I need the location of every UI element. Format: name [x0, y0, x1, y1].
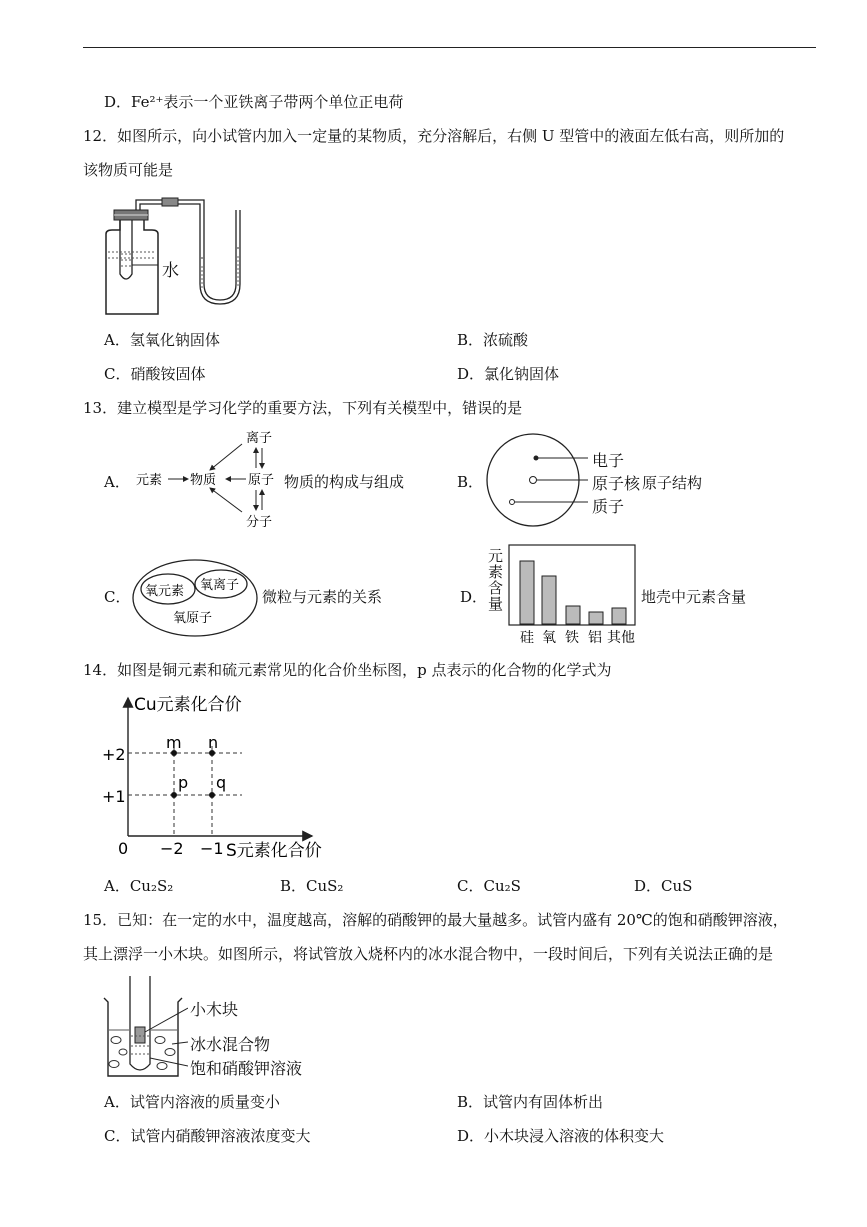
q14-label-m: m: [166, 733, 182, 752]
q13-a-diagram: [130, 428, 290, 530]
q13-d-cat-4: 其他: [607, 630, 635, 646]
q13-option-d[interactable]: D．: [460, 588, 488, 606]
q15-label-wood-block: 小木块: [190, 1000, 239, 1019]
q13-a-node-molecule: 分子: [246, 515, 273, 530]
q13-d-caption: 地壳中元素含量: [641, 588, 747, 606]
q14-ytick-0: +2: [102, 745, 126, 764]
q15-stem-line2: 其上漂浮一小木块。如图所示，将试管放入烧杯内的冰水混合物中，一段时间后，下列有关说法正确的是: [83, 945, 774, 963]
q14-label-p: p: [178, 773, 189, 792]
q14-option-d[interactable]: D．CuS: [634, 877, 693, 895]
q13-d-cat-3: 铝: [588, 630, 602, 646]
q13-c-venn-diagram: [130, 556, 260, 640]
q12-stem-line1: 12．如图所示，向小试管内加入一定量的某物质，充分溶解后，右侧 U 型管中的液面左低右高，则所加的: [83, 127, 785, 145]
q13-d-bar-iron: [566, 606, 580, 624]
q13-a-node-element: 元素: [136, 473, 163, 488]
q14-point-p: [171, 792, 177, 798]
q13-b-electron-label: 电子: [592, 451, 625, 470]
q13-b-atom-diagram: [480, 430, 590, 530]
q13-c-caption: 微粒与元素的关系: [262, 588, 383, 606]
q14-xlabel: S元素化合价: [226, 841, 322, 861]
q14-label-q: q: [216, 773, 227, 792]
q15-stem-line1: 15．已知：在一定的水中，温度越高，溶解的硝酸钾的最大量越多。试管内盛有 20℃的饱和硝酸钾溶液，: [83, 911, 788, 929]
q12-option-a[interactable]: A．氢氧化钠固体: [104, 331, 220, 349]
q12-option-b[interactable]: B．浓硫酸: [457, 331, 529, 349]
q14-option-a[interactable]: A．Cu₂S₂: [104, 877, 174, 895]
q15-beaker-figure: [98, 972, 188, 1082]
q13-a-node-substance: 物质: [190, 473, 217, 488]
q12-option-d[interactable]: D．氯化钠固体: [457, 365, 560, 383]
q15-label-solution: 饱和硝酸钾溶液: [190, 1059, 303, 1078]
q13-option-b[interactable]: B．: [457, 473, 484, 491]
q13-b-proton-label: 质子: [592, 497, 625, 516]
q12-water-label: 水: [162, 261, 179, 281]
q13-d-ylabel: 元素含量: [488, 547, 504, 613]
q14-xtick-1: −1: [200, 839, 224, 858]
q14-option-b[interactable]: B．CuS₂: [280, 877, 344, 895]
q13-c-oxygen-ion: 氧离子: [200, 578, 240, 593]
q13-d-bar-silicon: [520, 561, 534, 624]
q15-option-a[interactable]: A．试管内溶液的质量变小: [104, 1093, 280, 1111]
q14-ytick-1: +1: [102, 787, 126, 806]
q14-coordinate-figure: [98, 690, 348, 862]
q13-c-oxygen-atom: 氧原子: [173, 611, 213, 626]
q12-option-c[interactable]: C．硝酸铵固体: [104, 365, 206, 383]
q12-apparatus-figure: [100, 188, 260, 318]
q13-b-caption: 原子结构: [642, 474, 703, 492]
q13-d-bar-oxygen: [542, 576, 556, 624]
q13-d-cat-1: 氧: [542, 630, 556, 646]
q15-option-c[interactable]: C．试管内硝酸钾溶液浓度变大: [104, 1127, 311, 1145]
q14-ylabel: Cu元素化合价: [134, 695, 242, 715]
q14-stem: 14．如图是铜元素和硫元素常见的化合价坐标图，p 点表示的化合物的化学式为: [83, 661, 612, 679]
q14-option-c[interactable]: C．Cu₂S: [457, 877, 521, 895]
q13-d-bar-chart: [508, 544, 638, 646]
header-rule: [83, 47, 816, 48]
q13-d-bar-other: [612, 608, 626, 624]
q14-xtick-0: −2: [160, 839, 184, 858]
q13-d-cat-0: 硅: [520, 630, 534, 646]
q13-a-node-atom: 原子: [248, 473, 275, 488]
q14-origin: 0: [118, 839, 129, 858]
q13-stem: 13．建立模型是学习化学的重要方法，下列有关模型中，错误的是: [83, 399, 523, 417]
q12-stem-line2: 该物质可能是: [83, 161, 174, 179]
q13-b-nucleus-label: 原子核: [592, 474, 641, 493]
q13-option-a[interactable]: A．: [104, 473, 130, 491]
q13-option-c[interactable]: C．: [104, 588, 131, 606]
q15-option-d[interactable]: D．小木块浸入溶液的体积变大: [457, 1127, 665, 1145]
q15-option-b[interactable]: B．试管内有固体析出: [457, 1093, 604, 1111]
q14-label-n: n: [208, 733, 219, 752]
q15-label-ice-water: 冰水混合物: [190, 1035, 271, 1054]
q11-option-d[interactable]: D．Fe²⁺表示一个亚铁离子带两个单位正电荷: [104, 93, 404, 111]
q13-d-bar-aluminium: [589, 612, 603, 624]
q14-point-q: [209, 792, 215, 798]
q13-d-cat-2: 铁: [565, 630, 579, 646]
q13-a-caption: 物质的构成与组成: [284, 473, 405, 491]
q13-c-oxygen-element: 氧元素: [145, 584, 185, 599]
q13-a-node-ion: 离子: [246, 431, 273, 446]
